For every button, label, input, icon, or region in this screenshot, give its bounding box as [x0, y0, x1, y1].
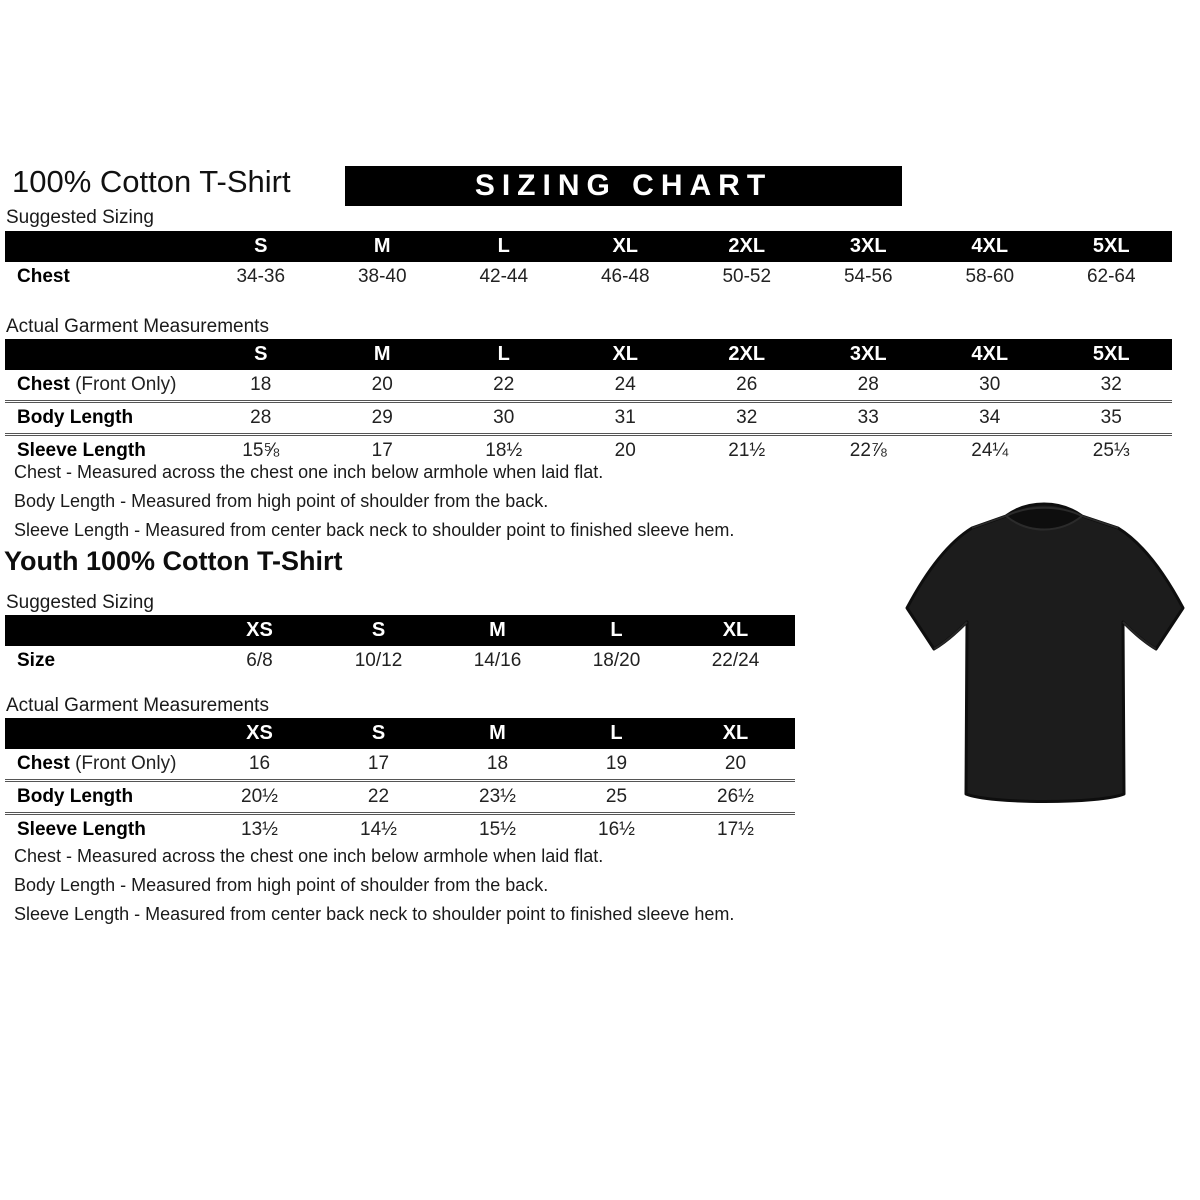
row-label: Sleeve Length — [17, 819, 146, 840]
tshirt-illustration — [893, 476, 1195, 818]
youth-suggested-sizing-table — [5, 615, 795, 676]
adult-suggested-sizing-label: Suggested Sizing — [6, 207, 154, 228]
note-body-length: Body Length - Measured from high point of shoulder from the back. — [14, 491, 549, 511]
column-header: L — [610, 722, 623, 744]
page-title: 100% Cotton T-Shirt — [12, 164, 291, 199]
note-sleeve-length: Sleeve Length - Measured from center back neck to shoulder point to finished sleeve hem. — [14, 520, 735, 540]
column-header: L — [497, 343, 510, 365]
table-cell: 34-36 — [236, 266, 286, 287]
column-header: L — [497, 235, 510, 257]
table-row-size — [5, 646, 795, 676]
table-cell: 10/12 — [354, 650, 403, 671]
youth-actual-measurements-label: Actual Garment Measurements — [6, 695, 269, 716]
table-cell: 54-56 — [843, 266, 893, 287]
table-cell: 62-64 — [1086, 266, 1136, 287]
table-cell: 17½ — [717, 819, 754, 840]
table-cell: 24¼ — [971, 440, 1009, 461]
column-header: S — [371, 619, 386, 641]
table-cell: 28 — [857, 374, 879, 395]
column-header: XL — [722, 619, 749, 641]
column-header: M — [373, 343, 391, 365]
column-header: XL — [612, 343, 639, 365]
table-cell: 25 — [605, 786, 628, 807]
table-cell: 14½ — [360, 819, 397, 840]
row-label: Size — [17, 650, 56, 671]
table-cell: 15½ — [479, 819, 516, 840]
table-cell: 19 — [605, 753, 628, 774]
row-label: Body Length — [17, 786, 134, 807]
table-cell: 28 — [250, 407, 272, 428]
table-cell: 21½ — [728, 440, 766, 461]
table-cell: 14/16 — [473, 650, 522, 671]
table-row-chest — [5, 749, 795, 779]
table-cell: 29 — [371, 407, 393, 428]
column-header: S — [371, 722, 386, 744]
table-cell: 17 — [371, 440, 393, 461]
note-body-length: Body Length - Measured from high point of shoulder from the back. — [14, 875, 549, 895]
table-cell: 13½ — [241, 819, 278, 840]
table-cell: 20 — [371, 374, 393, 395]
table-cell: 46-48 — [600, 266, 650, 287]
table-cell: 17 — [367, 753, 390, 774]
table-cell: 32 — [1100, 374, 1122, 395]
table-cell: 38-40 — [357, 266, 407, 287]
column-header: M — [489, 619, 506, 641]
table-header-row — [5, 339, 1172, 370]
table-cell: 30 — [979, 374, 1001, 395]
column-header: M — [373, 235, 391, 257]
column-header: M — [489, 722, 506, 744]
adult-actual-measurements-table — [5, 339, 1172, 466]
column-header: 2XL — [728, 235, 766, 257]
youth-suggested-sizing-label: Suggested Sizing — [6, 592, 154, 613]
table-cell: 6/8 — [246, 650, 273, 671]
column-header: 4XL — [971, 235, 1009, 257]
table-cell: 58-60 — [965, 266, 1015, 287]
table-cell: 20 — [614, 440, 636, 461]
table-cell: 16 — [248, 753, 271, 774]
note-sleeve-length: Sleeve Length - Measured from center back neck to shoulder point to finished sleeve hem. — [14, 904, 735, 924]
table-cell: 18 — [250, 374, 272, 395]
table-row-sleeve-length — [5, 812, 795, 845]
table-cell: 35 — [1100, 407, 1122, 428]
table-cell: 16½ — [598, 819, 635, 840]
column-header: 5XL — [1092, 235, 1130, 257]
table-cell: 22/24 — [711, 650, 760, 671]
table-cell: 18/20 — [592, 650, 641, 671]
column-header: XL — [612, 235, 639, 257]
table-row-body-length — [5, 400, 1172, 433]
table-cell: 23½ — [479, 786, 516, 807]
table-cell: 22 — [493, 374, 515, 395]
column-header: 3XL — [849, 343, 887, 365]
adult-actual-measurements-label: Actual Garment Measurements — [6, 316, 269, 337]
note-chest: Chest - Measured across the chest one inch below armhole when laid flat. — [14, 846, 604, 866]
table-row — [5, 262, 1172, 292]
adult-suggested-sizing-table — [5, 231, 1172, 292]
adult-measurement-notes — [14, 458, 734, 545]
column-header: 4XL — [971, 343, 1009, 365]
row-label: Chest (Front Only) — [17, 374, 177, 395]
table-cell: 20½ — [241, 786, 278, 807]
table-cell: 25⅓ — [1092, 440, 1130, 461]
table-cell: 33 — [857, 407, 879, 428]
table-cell: 26½ — [717, 786, 754, 807]
column-header: 5XL — [1092, 343, 1130, 365]
table-cell: 18½ — [485, 440, 523, 461]
youth-section-title: Youth 100% Cotton T-Shirt — [4, 546, 343, 576]
sizing-chart-banner — [345, 166, 902, 206]
table-cell: 32 — [736, 407, 758, 428]
table-row-chest — [5, 370, 1172, 400]
youth-actual-measurements-table — [5, 718, 795, 845]
table-cell: 42-44 — [479, 266, 529, 287]
column-header: 3XL — [849, 235, 887, 257]
table-header-row — [5, 231, 1172, 262]
column-header: XS — [246, 619, 273, 641]
table-cell: 31 — [614, 407, 636, 428]
black-tshirt-image — [893, 476, 1195, 818]
note-chest: Chest - Measured across the chest one inch below armhole when laid flat. — [14, 462, 604, 482]
table-cell: 22 — [367, 786, 390, 807]
row-label-note: (Front Only) — [75, 374, 177, 395]
table-cell: 50-52 — [722, 266, 772, 287]
sizing-chart-banner-label: SIZING CHART — [474, 169, 773, 202]
row-label: Body Length — [17, 407, 134, 428]
table-cell: 20 — [724, 753, 747, 774]
column-header: S — [254, 235, 268, 257]
table-cell: 34 — [979, 407, 1001, 428]
row-label: Chest (Front Only) — [17, 753, 177, 774]
column-header: 2XL — [728, 343, 766, 365]
table-row-body-length — [5, 779, 795, 812]
table-cell: 30 — [493, 407, 515, 428]
youth-measurement-notes — [14, 842, 734, 929]
table-cell: 26 — [736, 374, 758, 395]
table-cell: 22⅞ — [849, 440, 887, 461]
row-label: Chest — [17, 266, 70, 287]
row-label: Sleeve Length — [17, 440, 146, 461]
table-header-row — [5, 718, 795, 749]
table-cell: 18 — [486, 753, 509, 774]
column-header: XS — [246, 722, 273, 744]
column-header: L — [610, 619, 623, 641]
table-header-row — [5, 615, 795, 646]
column-header: XL — [722, 722, 749, 744]
table-cell: 15⅝ — [242, 440, 280, 461]
column-header: S — [254, 343, 268, 365]
row-label-note: (Front Only) — [75, 753, 177, 774]
table-cell: 24 — [614, 374, 636, 395]
